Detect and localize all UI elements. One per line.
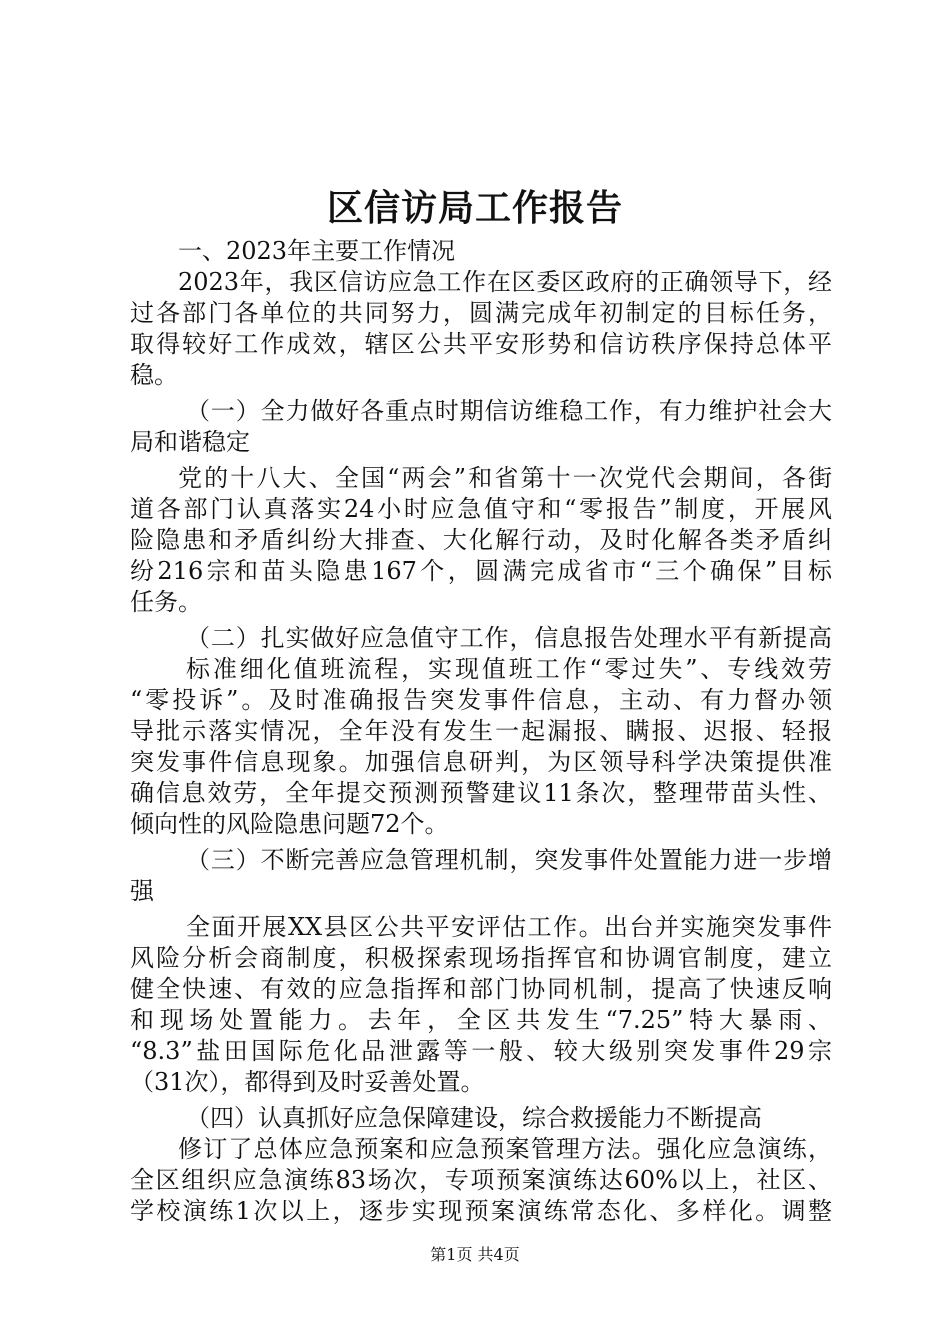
paragraph-line: “零投诉”。及时准确报告突发事件信息，主动、有力督办领 bbox=[130, 686, 832, 714]
paragraph-line: 道各部门认真落实24小时应急值守和“零报告”制度，开展风 bbox=[130, 495, 832, 523]
paragraph-line: 导批示落实情况，全年没有发生一起漏报、瞒报、迟报、轻报 bbox=[130, 717, 832, 745]
paragraph-line: 确信息效劳，全年提交预测预警建议11条次，整理带苗头性、 bbox=[130, 779, 832, 807]
paragraph-line: 标准细化值班流程，实现值班工作“零过失”、专线效劳 bbox=[186, 655, 832, 683]
paragraph-line: 和现场处置能力。去年，全区共发生“7.25”特大暴雨、 bbox=[130, 1006, 832, 1034]
subsection-heading: （四）认真抓好应急保障建设，综合救援能力不断提高 bbox=[186, 1104, 762, 1132]
subsection-heading: 局和谐稳定 bbox=[130, 428, 250, 456]
paragraph-line: 险隐患和矛盾纠纷大排查、大化解行动，及时化解各类矛盾纠 bbox=[130, 526, 832, 554]
paragraph-line: 取得较好工作成效，辖区公共平安形势和信访秩序保持总体平 bbox=[130, 330, 832, 358]
paragraph-line: “8.3”盐田国际危化品泄露等一般、较大级别突发事件29宗 bbox=[130, 1037, 832, 1065]
paragraph-line: 党的十八大、全国“两会”和省第十一次党代会期间，各街 bbox=[178, 464, 832, 492]
paragraph-line: 修订了总体应急预案和应急预案管理方法。强化应急演练， bbox=[178, 1135, 832, 1163]
subsection-heading: （三）不断完善应急管理机制，突发事件处置能力进一步增 bbox=[186, 846, 832, 874]
subsection-heading: 强 bbox=[130, 877, 154, 905]
document-body bbox=[130, 236, 832, 1227]
paragraph-line: 全区组织应急演练83场次，专项预案演练达60%以上，社区、 bbox=[130, 1166, 832, 1194]
paragraph-line: 纷216宗和苗头隐患167个，圆满完成省市“三个确保”目标 bbox=[130, 557, 832, 585]
paragraph-line: 突发事件信息现象。加强信息研判，为区领导科学决策提供准 bbox=[130, 748, 832, 776]
paragraph-line: 稳。 bbox=[130, 361, 178, 389]
paragraph-line: 学校演练1次以上，逐步实现预案演练常态化、多样化。调整 bbox=[130, 1197, 832, 1225]
page-number: 第1页 共4页 bbox=[430, 1245, 520, 1264]
subsection-heading: （一）全力做好各重点时期信访维稳工作，有力维护社会大 bbox=[186, 397, 832, 425]
paragraph-line: 任务。 bbox=[130, 588, 202, 616]
paragraph-line: （31次），都得到及时妥善处置。 bbox=[130, 1068, 485, 1096]
paragraph-line: 健全快速、有效的应急指挥和部门协同机制，提高了快速反响 bbox=[130, 975, 832, 1003]
paragraph-line: 风险分析会商制度，积极探索现场指挥官和协调官制度，建立 bbox=[130, 944, 832, 972]
paragraph-line: 全面开展XX县区公共平安评估工作。出台并实施突发事件 bbox=[186, 913, 832, 941]
subsection-heading: （二）扎实做好应急值守工作，信息报告处理水平有新提高 bbox=[186, 624, 832, 652]
paragraph-line: 过各部门各单位的共同努力，圆满完成年初制定的目标任务， bbox=[130, 299, 832, 327]
document-title: 区信访局工作报告 bbox=[326, 187, 623, 229]
paragraph-line: 倾向性的风险隐患问题72个。 bbox=[130, 810, 449, 838]
section-heading: 一、2023年主要工作情况 bbox=[178, 237, 456, 265]
paragraph-line: 2023年，我区信访应急工作在区委区政府的正确领导下，经 bbox=[178, 268, 832, 296]
